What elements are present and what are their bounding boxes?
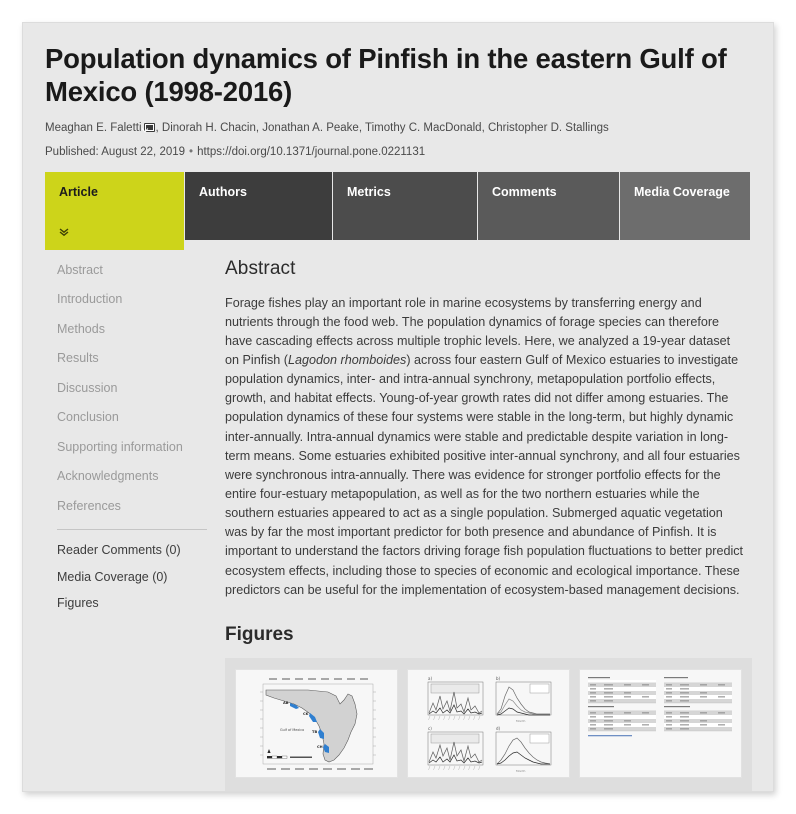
section-navigation-sidebar (45, 250, 217, 792)
figure-thumbnail-map[interactable] (235, 669, 398, 778)
abstract-heading: Abstract (225, 257, 296, 279)
author-separator: , (155, 122, 162, 135)
article-header (23, 23, 773, 158)
svg-text:Month: Month (516, 768, 526, 773)
tab-label: Article (59, 184, 98, 199)
svg-text:d): d) (496, 725, 501, 731)
author-name[interactable]: Timothy C. MacDonald (365, 122, 482, 135)
sidebar-item-acknowledgments[interactable]: Acknowledgments (57, 469, 159, 484)
author-name[interactable]: Jonathan A. Peake (262, 122, 359, 135)
figures-heading: Figures (225, 623, 294, 645)
figure-thumbnail-table[interactable] (579, 669, 742, 778)
abstract-text-part-2: ) across four eastern Gulf of Mexico estuaries to investigate population dynamics, inter- and intra-annual synchrony, metapopulation portfolio effects, growth, and habitat effects. Young-of-year growth rates did not differ among estuaries. The population dynamics of these four systems were stable in the long-term, but highly dynamic inter-annually. Intra-annual dynamics were stable and predictable despite variation in long-term means. Some estuaries exhibited positive inter-annual synchrony, and all four estuaries were synchronous intra-annually. There was evidence for stronger portfolio effects for the entire four-estuary metapopulation, as well as for the two northern estuaries while the southern estuaries appeared to act as a single population. Submerged aquatic vegetation was by far the most important predictor for both presence and abundance of Pinfish. It is important to understand the factors driving forage fish population fluctuations to better predict ecosystem effects, including those to species of economic and ecological importance. These predictors can be useful for the implementation of ecosystem-based management decisions. (225, 352, 744, 597)
sidebar-item-reader-comments[interactable]: Reader Comments (0) (57, 543, 181, 558)
svg-text:b): b) (496, 675, 501, 681)
svg-text:c): c) (428, 725, 432, 731)
figure-thumbnail-list (235, 669, 742, 778)
sidebar-item-introduction[interactable]: Introduction (57, 292, 123, 307)
page-title: Population dynamics of Pinfish in the eastern Gulf of Mexico (1998-2016) (45, 43, 727, 107)
article-body (45, 250, 751, 792)
sidebar-item-results[interactable]: Results (57, 351, 99, 366)
publication-info (45, 146, 751, 158)
svg-text:Gulf of Mexico: Gulf of Mexico (280, 727, 305, 732)
chevron-double-down-icon[interactable] (58, 226, 70, 238)
author-separator: , (255, 122, 263, 135)
article-tabs (45, 172, 751, 240)
article-content (217, 250, 751, 792)
bullet-separator: • (189, 145, 194, 158)
author-name[interactable]: Christopher D. Stallings (487, 122, 609, 135)
figures-carousel (225, 658, 752, 792)
sidebar-item-abstract[interactable]: Abstract (57, 262, 103, 277)
tab-label: Metrics (347, 184, 391, 199)
article-card (22, 22, 774, 792)
species-name: Lagodon rhomboides (288, 352, 407, 367)
tab-label: Media Coverage (634, 184, 730, 199)
sidebar-item-media-coverage[interactable]: Media Coverage (0) (57, 569, 168, 584)
abstract-text-part-1: Forage fishes play an important role in marine ecosystems by transferring energy and nutrients through the food web. The population dynamics of forage species can therefore have cascading effects across multiple trophic levels. Here, we analyzed a 19-year dataset on Pinfish ( (225, 295, 731, 367)
published-date: Published: August 22, 2019 (45, 145, 186, 158)
doi-link[interactable]: https://doi.org/10.1371/journal.pone.0221131 (197, 145, 426, 158)
sidebar-item-methods[interactable]: Methods (57, 321, 105, 336)
figure-thumbnail-line-charts[interactable] (407, 669, 570, 778)
sidebar-item-conclusion[interactable]: Conclusion (57, 410, 119, 425)
tab-label: Comments (492, 184, 557, 199)
tab-authors[interactable] (185, 172, 333, 240)
sidebar-item-supporting-information[interactable]: Supporting information (57, 439, 183, 454)
svg-text:a): a) (428, 675, 433, 681)
author-name[interactable]: Dinorah H. Chacin (161, 122, 256, 135)
tab-media-coverage[interactable] (620, 172, 750, 240)
author-name[interactable]: Meaghan E. Faletti (45, 122, 142, 135)
tab-metrics[interactable] (333, 172, 478, 240)
svg-text:CK: CK (303, 711, 309, 716)
author-separator: , (481, 122, 488, 135)
author-byline (45, 120, 751, 136)
svg-text:TB: TB (312, 729, 318, 734)
sidebar-item-discussion[interactable]: Discussion (57, 380, 118, 395)
tab-comments[interactable] (478, 172, 620, 240)
sidebar-divider (57, 529, 207, 530)
tab-label: Authors (199, 184, 247, 199)
sidebar-item-figures[interactable]: Figures (57, 596, 99, 611)
svg-text:CH: CH (317, 744, 323, 749)
abstract-paragraph (225, 294, 747, 600)
tab-article[interactable] (45, 172, 185, 250)
sidebar-item-references[interactable]: References (57, 498, 121, 513)
envelope-icon[interactable] (144, 123, 155, 132)
author-separator: , (358, 122, 366, 135)
svg-text:AB: AB (283, 700, 289, 705)
svg-text:Month: Month (516, 718, 526, 723)
